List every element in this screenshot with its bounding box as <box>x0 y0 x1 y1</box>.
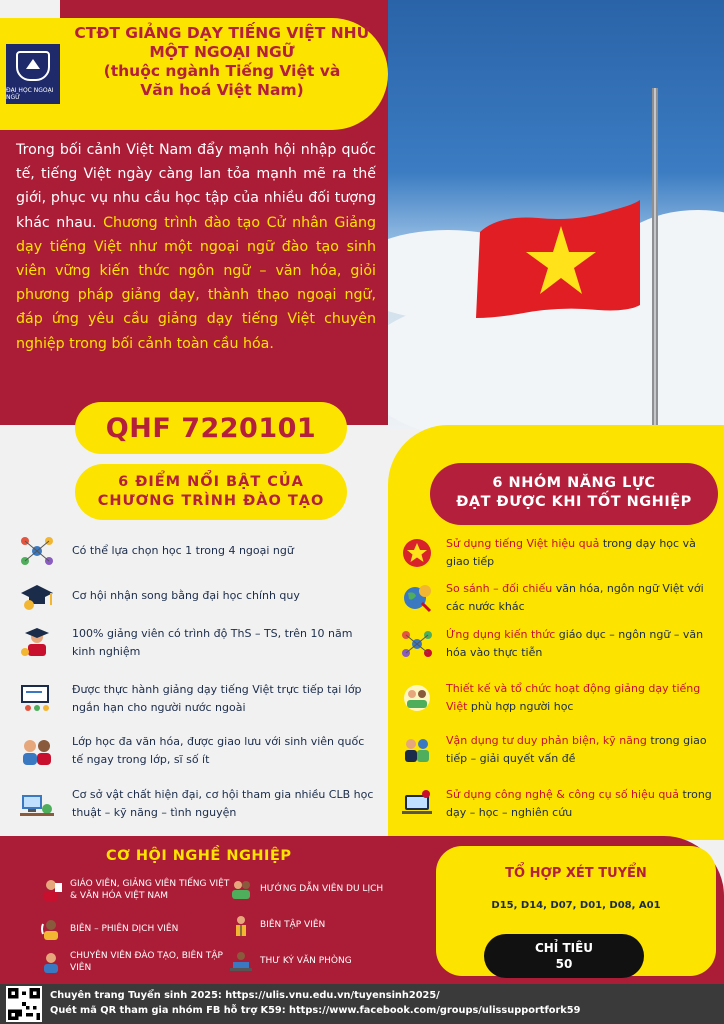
highlight-item <box>20 681 376 717</box>
competencies-heading-line-2: ĐẠT ĐƯỢC KHI TỐT NGHIỆP <box>456 494 692 510</box>
teaching-design-icon <box>402 683 432 713</box>
trainer-icon <box>40 951 62 973</box>
quota-label: CHỈ TIÊU <box>534 941 594 955</box>
highlight-text: Cơ hội nhận song bằng đại học chính quy <box>72 589 300 602</box>
highlight-text: Cơ sở vật chất hiện đại, cơ hội tham gia nhiều CLB học thuật – kỹ năng – tình nguyện <box>72 788 374 819</box>
highlights-heading <box>75 464 347 520</box>
teacher-icon <box>40 879 62 901</box>
competency-text <box>446 732 720 768</box>
intro-highlight: Chương trình đào tạo Cử nhân Giảng dạy tiếng Việt như một ngoại ngữ đào tạo sinh viên vững kiến thức ngôn ngữ – văn hóa, giỏi phương pháp giảng dạy, thành thạo ngoại ngữ, đáp ứng yêu cầu giảng dạy tiếng Việt chuyên nghiệp trong bối cảnh toàn cầu hóa. <box>16 214 376 352</box>
flag-graphic <box>388 0 724 430</box>
competency-text <box>446 535 720 571</box>
career-label: CHUYÊN VIÊN ĐÀO TẠO, BIÊN TẬP VIÊN <box>70 951 223 973</box>
title-line-1: CTĐT GIẢNG DẠY TIẾNG VIỆT NHƯ <box>74 24 370 42</box>
office-secretary-icon <box>230 950 252 972</box>
language-network-icon <box>20 536 54 566</box>
highlight-item <box>20 581 376 611</box>
competency-rest: giáo dục – ngôn ngữ – văn hóa vào thực tiễn <box>446 628 704 659</box>
footer-text <box>50 988 580 1018</box>
knowledge-network-icon <box>402 629 432 659</box>
competency-item <box>402 626 720 662</box>
competency-text <box>446 680 720 716</box>
highlight-text: Lớp học đa văn hóa, được giao lưu với sinh viên quốc tế ngay trong lớp, sĩ số ít <box>72 735 365 766</box>
facilities-icon <box>20 789 54 819</box>
tour-guide-icon <box>230 878 252 900</box>
careers-title: CƠ HỘI NGHỀ NGHIỆP <box>106 848 292 864</box>
intro-paragraph <box>16 138 376 356</box>
footer-line-2[interactable]: Quét mã QR tham gia nhóm FB hỗ trợ K59: https://www.facebook.com/groups/ulissupportfork59 <box>50 1005 581 1016</box>
highlight-text: Có thể lựa chọn học 1 trong 4 ngoại ngữ <box>72 544 294 557</box>
competency-key: Sử dụng công nghệ & công cụ số hiệu quả <box>446 788 680 801</box>
competency-rest: trong giao tiếp – giải quyết vấn đề <box>446 734 707 765</box>
career-item <box>230 950 420 972</box>
career-label: BIÊN TẬP VIÊN <box>260 920 326 930</box>
highlight-text: Được thực hành giảng dạy tiếng Việt trực tiếp tại lớp ngắn hạn cho người nước ngoài <box>72 683 362 714</box>
vietnam-flag-photo <box>388 0 724 430</box>
competency-key: Vận dụng tư duy phản biện, kỹ năng <box>446 734 647 747</box>
competency-key: Ứng dụng kiến thức <box>446 628 556 641</box>
crest-icon <box>16 51 50 81</box>
editor-icon <box>230 914 252 936</box>
career-label: GIÁO VIÊN, GIẢNG VIÊN TIẾNG VIỆT & VĂN HÓA VIỆT NAM <box>70 879 230 901</box>
ulis-logo <box>6 44 60 104</box>
competency-item <box>402 680 720 716</box>
quota-value: 50 <box>555 957 573 971</box>
highlight-item <box>20 733 376 769</box>
title-line-4: Văn hoá Việt Nam) <box>140 81 304 99</box>
competency-item <box>402 786 720 822</box>
career-item <box>230 878 420 900</box>
highlight-text: 100% giảng viên có trình độ ThS – TS, trên 10 năm kinh nghiệm <box>72 627 353 658</box>
vietnam-star-icon <box>402 538 432 568</box>
competency-item <box>402 580 720 616</box>
career-item <box>40 918 230 940</box>
competencies-heading <box>430 463 718 525</box>
career-item <box>40 878 230 902</box>
lecturer-icon <box>20 628 54 658</box>
graduation-cap-icon <box>20 581 54 611</box>
career-label: HƯỚNG DẪN VIÊN DU LỊCH <box>260 884 384 894</box>
competency-item <box>402 732 720 768</box>
admission-combos: D15, D14, D07, D01, D08, A01 <box>491 900 661 911</box>
page-title <box>64 24 380 100</box>
program-code-badge: QHF 7220101 <box>75 402 347 454</box>
competency-item <box>402 535 720 571</box>
competencies-heading-line-1: 6 NHÓM NĂNG LỰC <box>492 475 656 491</box>
competency-rest: văn hóa, ngôn ngữ Việt với các nước khác <box>446 582 704 613</box>
competency-rest: trong dạy – học – nghiên cứu <box>446 788 712 819</box>
competency-key: Thiết kế và tổ chức hoạt động giảng dạy tiếng Việt <box>446 682 701 713</box>
competency-key: Sử dụng tiếng Việt hiệu quả <box>446 537 600 550</box>
title-line-2: MỘT NGOẠI NGỮ <box>149 43 295 61</box>
globe-compare-icon <box>402 583 432 613</box>
admission-title: TỔ HỢP XÉT TUYỂN <box>505 866 647 881</box>
career-item <box>230 914 420 936</box>
highlight-item <box>20 786 376 822</box>
competency-key: So sánh – đối chiếu <box>446 582 553 595</box>
competency-rest: phù hợp người học <box>467 700 574 713</box>
critical-thinking-icon <box>402 735 432 765</box>
interpreter-icon <box>40 918 62 940</box>
footer-line-1[interactable]: Chuyên trang Tuyển sinh 2025: https://ulis.vnu.edu.vn/tuyensinh2025/ <box>50 990 440 1001</box>
highlight-item <box>20 625 376 661</box>
highlight-item <box>20 536 376 566</box>
classroom-icon <box>20 684 54 714</box>
quota-badge <box>484 934 644 978</box>
title-line-3: (thuộc ngành Tiếng Việt và <box>103 62 341 80</box>
career-label: THƯ KÝ VĂN PHÒNG <box>260 956 352 966</box>
competency-text <box>446 786 720 822</box>
digital-tools-icon <box>402 789 432 819</box>
competency-text <box>446 626 720 662</box>
competency-rest: trong dạy học và giao tiếp <box>446 537 696 568</box>
qr-code-icon[interactable] <box>6 986 42 1022</box>
logo-text: ĐẠI HỌC NGOẠI NGỮ <box>6 87 54 101</box>
highlights-heading-line-1: 6 ĐIỂM NỔI BẬT CỦA <box>118 474 304 490</box>
career-item <box>40 950 230 974</box>
highlights-heading-line-2: CHƯƠNG TRÌNH ĐÀO TẠO <box>97 493 325 509</box>
multicultural-icon <box>20 736 54 766</box>
career-label: BIÊN – PHIÊN DỊCH VIÊN <box>70 924 179 934</box>
competency-text <box>446 580 720 616</box>
intro-text: Trong bối cảnh Việt Nam đẩy mạnh hội nhập quốc tế, tiếng Việt ngày càng lan tỏa mạnh mẽ ra thế giới, phục vụ nhu cầu học tập của nhiều đối tượng khác nhau. <box>16 142 376 231</box>
